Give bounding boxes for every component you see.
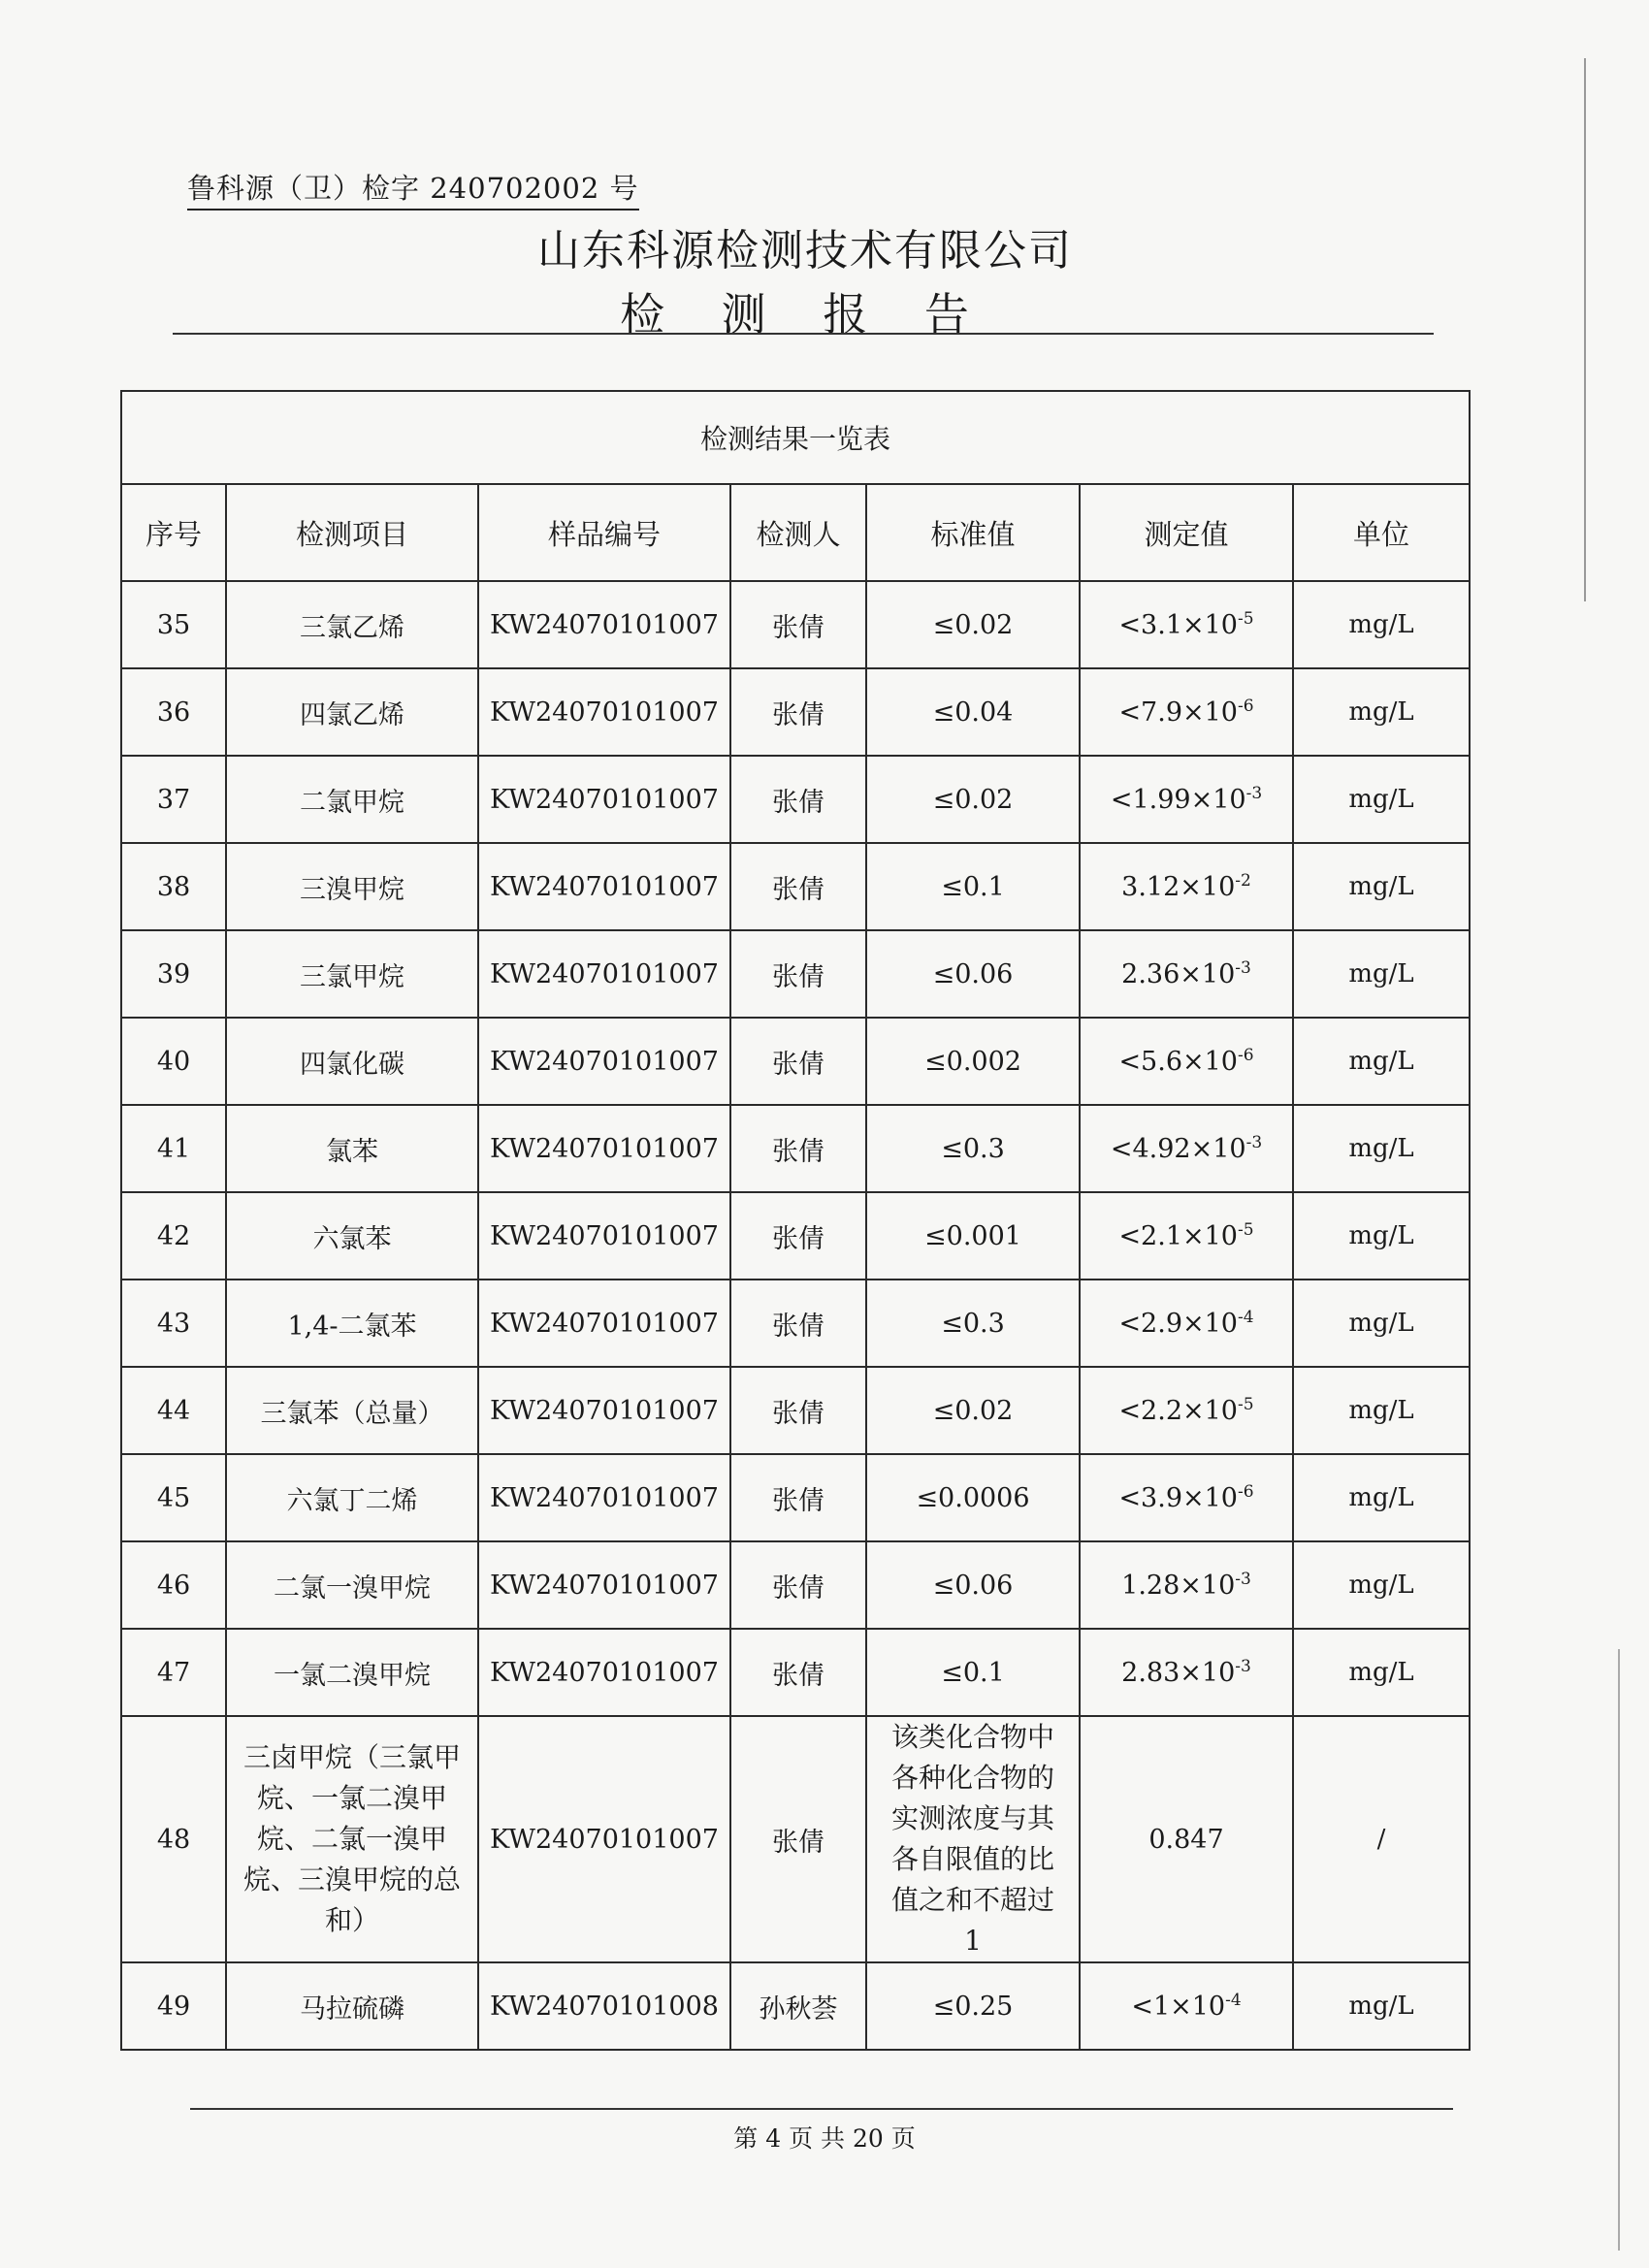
cell-sample: KW24070101007 [478,1454,730,1541]
table-row [121,930,1470,1018]
cell-measured [1080,1018,1293,1105]
item-line: 烷、一氯二溴甲 [256,1782,447,1814]
document-title: 检 测 报 告 [620,288,990,340]
table-row [121,1962,1470,2050]
standard-line: 各种化合物的 [890,1762,1054,1794]
page-number: 第 4 页 共 20 页 [733,2124,916,2153]
cell-tester: 张倩 [730,843,866,930]
cell-no: 35 [121,581,226,668]
cell-measured [1080,1962,1293,2050]
cell-no: 42 [121,1192,226,1280]
cell-measured [1080,581,1293,668]
cell-item: 一氯二溴甲烷 [226,1629,478,1716]
cell-unit: mg/L [1293,930,1470,1018]
standard-line: 该类化合物中 [890,1721,1054,1753]
measured-mantissa: 2.36×10 [1121,959,1236,989]
cell-measured [1080,1105,1293,1192]
cell-standard: ≤0.1 [866,843,1080,930]
cell-no: 45 [121,1454,226,1541]
cell-standard: ≤0.3 [866,1105,1080,1192]
cell-tester: 张倩 [730,668,866,756]
cell-tester: 张倩 [730,1629,866,1716]
cell-unit: mg/L [1293,668,1470,756]
scan-edge-line [1618,1649,1620,2251]
cell-sample: KW24070101007 [478,668,730,756]
measured-exponent: -5 [1237,609,1254,629]
report-number: 鲁科源（卫）检字 240702002 号 [187,167,639,211]
column-header: 样品编号 [478,484,730,581]
table-row [121,1280,1470,1367]
measured-exponent: -3 [1235,1657,1251,1676]
measured-mantissa: 2.83×10 [1121,1658,1236,1688]
cell-measured [1080,1629,1293,1716]
table-row [121,1018,1470,1105]
cell-item: 二氯甲烷 [226,756,478,843]
cell-measured [1080,930,1293,1018]
measured-exponent: -3 [1245,784,1263,803]
column-header: 检测项目 [226,484,478,581]
measured-mantissa: <1.99×10 [1110,785,1246,815]
cell-unit: mg/L [1293,581,1470,668]
cell-no: 48 [121,1716,226,1962]
column-header: 测定值 [1080,484,1293,581]
table-row [121,1629,1470,1716]
cell-item: 四氯化碳 [226,1018,478,1105]
cell-no: 47 [121,1629,226,1716]
item-line: 和） [324,1904,379,1936]
cell-unit: mg/L [1293,1454,1470,1541]
cell-standard: ≤0.02 [866,756,1080,843]
cell-tester: 张倩 [730,1367,866,1454]
table-row [121,668,1470,756]
item-line: 烷、二氯一溴甲 [256,1823,447,1855]
measured-mantissa: <3.1×10 [1118,610,1238,640]
cell-item: 三氯甲烷 [226,930,478,1018]
cell-item: 六氯丁二烯 [226,1454,478,1541]
results-table [120,390,1471,2051]
table-row [121,756,1470,843]
cell-tester: 张倩 [730,1716,866,1962]
cell-sample: KW24070101007 [478,1629,730,1716]
cell-sample: KW24070101007 [478,1541,730,1629]
cell-item [226,1716,478,1962]
cell-measured: 0.847 [1080,1716,1293,1962]
table-caption: 检测结果一览表 [121,391,1470,484]
cell-unit: mg/L [1293,1192,1470,1280]
cell-unit: mg/L [1293,1280,1470,1367]
measured-exponent: -5 [1237,1220,1254,1240]
measured-exponent: -5 [1237,1395,1254,1414]
cell-tester: 张倩 [730,1105,866,1192]
cell-tester: 孙秋荟 [730,1962,866,2050]
standard-line: 各自限值的比 [890,1843,1054,1875]
cell-standard: ≤0.02 [866,1367,1080,1454]
measured-exponent: -6 [1237,1046,1254,1065]
item-line: 三卤甲烷（三氯甲 [242,1741,461,1773]
cell-sample: KW24070101007 [478,581,730,668]
standard-line: 1 [964,1925,982,1957]
table-row [121,1367,1470,1454]
cell-standard: ≤0.02 [866,581,1080,668]
measured-exponent: -4 [1237,1308,1254,1327]
cell-measured [1080,1367,1293,1454]
cell-no: 39 [121,930,226,1018]
standard-line: 实测浓度与其 [890,1802,1054,1834]
measured-mantissa: 3.12×10 [1121,872,1236,902]
column-header: 标准值 [866,484,1080,581]
cell-standard: ≤0.06 [866,1541,1080,1629]
table-header-row [121,484,1470,581]
cell-tester: 张倩 [730,1454,866,1541]
cell-sample: KW24070101008 [478,1962,730,2050]
cell-standard: ≤0.0006 [866,1454,1080,1541]
cell-standard: ≤0.04 [866,668,1080,756]
cell-sample: KW24070101007 [478,1367,730,1454]
cell-no: 41 [121,1105,226,1192]
cell-no: 37 [121,756,226,843]
table-row [121,1192,1470,1280]
cell-sample: KW24070101007 [478,1192,730,1280]
measured-mantissa: <2.1×10 [1118,1221,1238,1251]
column-header: 序号 [121,484,226,581]
cell-unit: mg/L [1293,1367,1470,1454]
table-row [121,843,1470,930]
table-row [121,1105,1470,1192]
cell-unit: mg/L [1293,1962,1470,2050]
cell-sample: KW24070101007 [478,1716,730,1962]
cell-standard: ≤0.3 [866,1280,1080,1367]
cell-unit: mg/L [1293,1541,1470,1629]
measured-exponent: -3 [1235,1570,1251,1589]
cell-unit: mg/L [1293,1629,1470,1716]
cell-item: 四氯乙烯 [226,668,478,756]
standard-line: 值之和不超过 [890,1884,1054,1916]
cell-no: 46 [121,1541,226,1629]
cell-unit: mg/L [1293,756,1470,843]
cell-measured [1080,668,1293,756]
cell-measured [1080,843,1293,930]
cell-measured [1080,1454,1293,1541]
cell-sample: KW24070101007 [478,1105,730,1192]
measured-exponent: -6 [1237,697,1254,716]
table-row [121,581,1470,668]
measured-mantissa: <2.2×10 [1118,1396,1238,1426]
cell-no: 36 [121,668,226,756]
cell-tester: 张倩 [730,581,866,668]
cell-tester: 张倩 [730,1541,866,1629]
header-divider [173,333,1434,335]
cell-measured [1080,1541,1293,1629]
cell-sample: KW24070101007 [478,843,730,930]
cell-standard: ≤0.1 [866,1629,1080,1716]
measured-exponent: -3 [1235,958,1251,978]
measured-mantissa: 1.28×10 [1121,1571,1236,1601]
cell-item: 三氯苯（总量） [226,1367,478,1454]
cell-measured [1080,1280,1293,1367]
cell-item: 三氯乙烯 [226,581,478,668]
cell-unit: mg/L [1293,1105,1470,1192]
cell-sample: KW24070101007 [478,1280,730,1367]
cell-item: 氯苯 [226,1105,478,1192]
footer-divider [190,2108,1453,2110]
company-name: 山东科源检测技术有限公司 [537,226,1073,275]
measured-exponent: -2 [1235,871,1251,891]
cell-standard: ≤0.002 [866,1018,1080,1105]
column-header: 检测人 [730,484,866,581]
cell-item: 三溴甲烷 [226,843,478,930]
cell-standard: ≤0.001 [866,1192,1080,1280]
cell-item: 马拉硫磷 [226,1962,478,2050]
cell-item: 二氯一溴甲烷 [226,1541,478,1629]
measured-mantissa: <3.9×10 [1118,1483,1238,1513]
cell-no: 44 [121,1367,226,1454]
measured-mantissa: <4.92×10 [1110,1134,1246,1164]
cell-tester: 张倩 [730,930,866,1018]
cell-tester: 张倩 [730,756,866,843]
cell-sample: KW24070101007 [478,930,730,1018]
cell-tester: 张倩 [730,1280,866,1367]
column-header: 单位 [1293,484,1470,581]
item-line: 烷、三溴甲烷的总 [242,1863,461,1895]
measured-exponent: -3 [1245,1133,1263,1152]
cell-unit: mg/L [1293,843,1470,930]
cell-tester: 张倩 [730,1018,866,1105]
cell-measured [1080,1192,1293,1280]
cell-measured [1080,756,1293,843]
cell-unit: / [1293,1716,1470,1962]
table-row [121,1541,1470,1629]
cell-no: 40 [121,1018,226,1105]
cell-tester: 张倩 [730,1192,866,1280]
cell-standard: ≤0.25 [866,1962,1080,2050]
measured-mantissa: <7.9×10 [1118,697,1238,728]
cell-item: 六氯苯 [226,1192,478,1280]
measured-mantissa: <2.9×10 [1118,1309,1238,1339]
measured-exponent: -6 [1237,1482,1254,1502]
cell-no: 38 [121,843,226,930]
cell-item: 1,4-二氯苯 [226,1280,478,1367]
measured-mantissa: <1×10 [1131,1992,1226,2022]
cell-sample: KW24070101007 [478,756,730,843]
cell-no: 43 [121,1280,226,1367]
cell-sample: KW24070101007 [478,1018,730,1105]
table-row [121,1716,1470,1962]
cell-no: 49 [121,1962,226,2050]
cell-standard: ≤0.06 [866,930,1080,1018]
cell-standard [866,1716,1080,1962]
table-row [121,1454,1470,1541]
cell-unit: mg/L [1293,1018,1470,1105]
measured-exponent: -4 [1225,1991,1242,2010]
measured-mantissa: <5.6×10 [1118,1047,1238,1077]
